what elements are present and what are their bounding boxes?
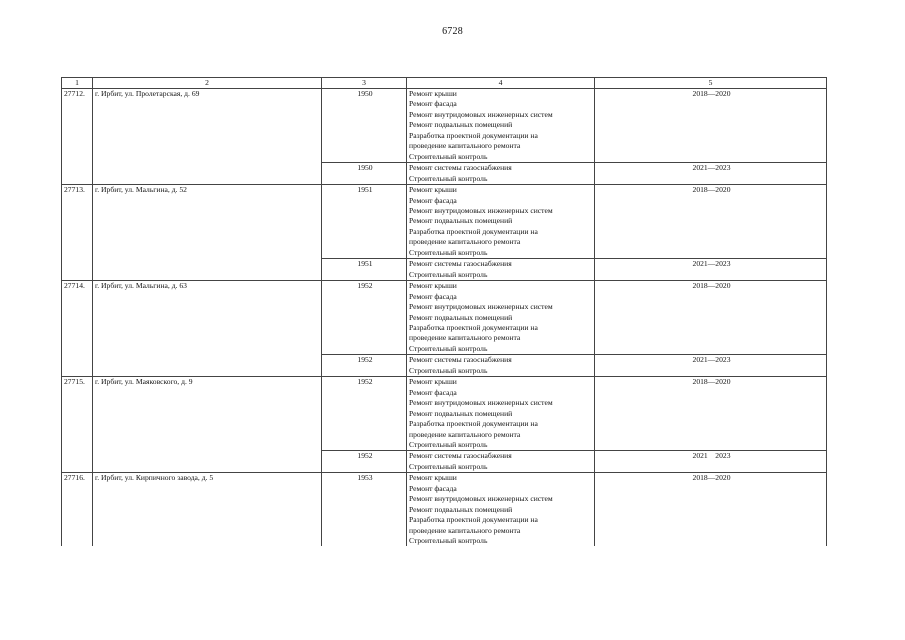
work-item: Строительный контроль [409, 247, 488, 257]
work-item: Строительный контроль [409, 536, 488, 546]
work-item: Ремонт внутридомовых инженерных систем [409, 398, 553, 408]
work-list [407, 377, 595, 451]
column-header: 1 [62, 78, 93, 89]
work-item: Строительный контроль [409, 343, 488, 353]
row-number: 27714. [62, 281, 93, 377]
construction-year: 1953 [322, 473, 407, 547]
work-item: Строительный контроль [409, 173, 488, 183]
work-item: Ремонт системы газоснабжения [409, 355, 512, 365]
work-item: Ремонт фасада [409, 195, 457, 205]
column-header: 2 [93, 78, 322, 89]
work-item: проведение капитального ремонта [409, 237, 521, 247]
building-address: г. Ирбит, ул. Пролетарская, д. 69 [93, 89, 322, 185]
work-item: Разработка проектной документации на [409, 419, 538, 429]
repair-period: 2018—2020 [595, 377, 827, 451]
row-number: 27715. [62, 377, 93, 473]
construction-year: 1951 [322, 259, 407, 281]
work-item: Строительный контроль [409, 151, 488, 161]
work-item: Ремонт системы газоснабжения [409, 259, 512, 269]
repair-period: 2018—2020 [595, 473, 827, 547]
repair-period: 2021 2023 [595, 451, 827, 473]
column-header: 4 [407, 78, 595, 89]
table-header-row [62, 78, 827, 89]
table-row [62, 473, 827, 547]
work-item: Ремонт фасада [409, 99, 457, 109]
page-number: 6728 [442, 26, 463, 37]
column-header: 3 [322, 78, 407, 89]
work-item: Ремонт системы газоснабжения [409, 163, 512, 173]
work-item: Разработка проектной документации на [409, 322, 538, 332]
construction-year: 1952 [322, 451, 407, 473]
work-item: проведение капитального ремонта [409, 525, 521, 535]
work-item: Ремонт крыши [409, 281, 457, 291]
row-number: 27712. [62, 89, 93, 185]
construction-year: 1952 [322, 281, 407, 355]
work-item: Ремонт крыши [409, 377, 457, 387]
construction-year: 1950 [322, 163, 407, 185]
building-address: г. Ирбит, ул. Мальгина, д. 63 [93, 281, 322, 377]
repair-period: 2018—2020 [595, 185, 827, 259]
row-number: 27713. [62, 185, 93, 281]
table-row [62, 89, 827, 163]
table-row [62, 281, 827, 355]
work-item: Ремонт подвальных помещений [409, 312, 513, 322]
repair-period: 2021—2023 [595, 259, 827, 281]
work-item: Строительный контроль [409, 439, 488, 449]
work-item: Ремонт фасада [409, 291, 457, 301]
repair-schedule-table [61, 77, 827, 546]
work-item: Ремонт внутридомовых инженерных систем [409, 302, 553, 312]
work-list [407, 89, 595, 163]
work-item: Ремонт внутридомовых инженерных систем [409, 205, 553, 215]
construction-year: 1950 [322, 89, 407, 163]
repair-period: 2018—2020 [595, 89, 827, 163]
repair-period: 2018—2020 [595, 281, 827, 355]
building-address: г. Ирбит, ул. Кирпичного завода, д. 5 [93, 473, 322, 547]
work-item: Ремонт подвальных помещений [409, 408, 513, 418]
table-row [62, 377, 827, 451]
work-list [407, 451, 595, 473]
work-list [407, 281, 595, 355]
work-item: Разработка проектной документации на [409, 226, 538, 236]
work-list [407, 163, 595, 185]
work-item: Ремонт подвальных помещений [409, 216, 513, 226]
work-item: проведение капитального ремонта [409, 429, 521, 439]
construction-year: 1951 [322, 185, 407, 259]
repair-period: 2021—2023 [595, 355, 827, 377]
work-item: Строительный контроль [409, 365, 488, 375]
construction-year: 1952 [322, 355, 407, 377]
work-item: Ремонт крыши [409, 89, 457, 98]
work-item: Ремонт внутридомовых инженерных систем [409, 494, 553, 504]
work-item: Ремонт крыши [409, 473, 457, 483]
work-item: Строительный контроль [409, 461, 488, 471]
column-header: 5 [595, 78, 827, 89]
repair-period: 2021—2023 [595, 163, 827, 185]
work-item: Ремонт подвальных помещений [409, 504, 513, 514]
table-row [62, 185, 827, 259]
work-item: Ремонт крыши [409, 185, 457, 195]
building-address: г. Ирбит, ул. Мальгина, д. 52 [93, 185, 322, 281]
work-item: Ремонт подвальных помещений [409, 120, 513, 130]
work-list [407, 473, 595, 547]
construction-year: 1952 [322, 377, 407, 451]
work-item: Разработка проектной документации на [409, 515, 538, 525]
row-number: 27716. [62, 473, 93, 547]
work-item: Ремонт внутридомовых инженерных систем [409, 109, 553, 119]
work-item: Разработка проектной документации на [409, 130, 538, 140]
work-item: Ремонт фасада [409, 387, 457, 397]
work-list [407, 185, 595, 259]
work-item: проведение капитального ремонта [409, 141, 521, 151]
work-item: проведение капитального ремонта [409, 333, 521, 343]
work-list [407, 355, 595, 377]
work-item: Ремонт фасада [409, 483, 457, 493]
table-body [62, 78, 827, 547]
building-address: г. Ирбит, ул. Маяковского, д. 9 [93, 377, 322, 473]
work-list [407, 259, 595, 281]
work-item: Ремонт системы газоснабжения [409, 451, 512, 461]
work-item: Строительный контроль [409, 269, 488, 279]
